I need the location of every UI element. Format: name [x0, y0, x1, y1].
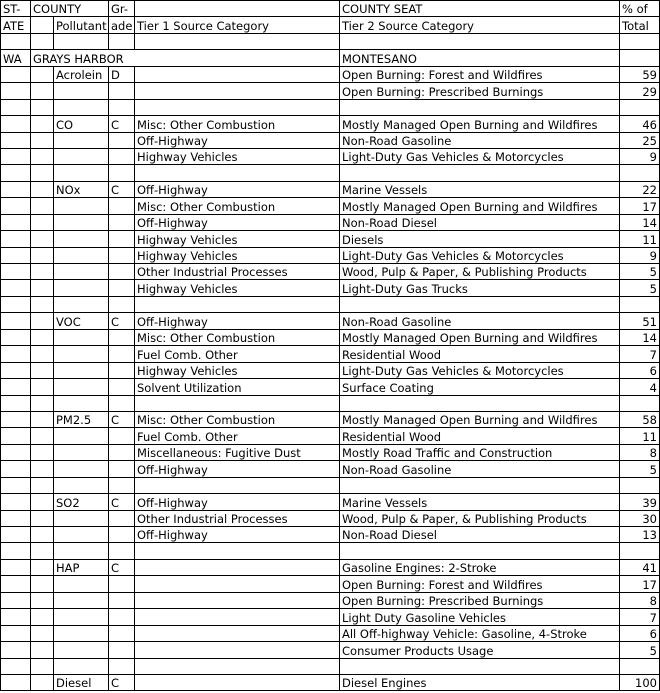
table-row — [1, 346, 660, 362]
table-row — [1, 116, 660, 132]
table-row — [1, 625, 660, 641]
table-row — [1, 510, 660, 526]
tier1-cell — [135, 592, 340, 608]
header-tier1: Tier 1 Source Category — [135, 17, 340, 33]
spacer-row — [1, 33, 660, 49]
pollutant-cell: NOx — [54, 181, 109, 197]
tier1-cell: Off-Highway — [135, 181, 340, 197]
grade-cell: C — [109, 559, 135, 575]
tier2-cell: Non-Road Gasoline — [340, 132, 620, 148]
pollutant-cell: CO — [54, 116, 109, 132]
pct-cell: 58 — [620, 411, 660, 427]
tier2-cell: Open Burning: Forest and Wildfires — [340, 66, 620, 82]
pct-cell: 30 — [620, 510, 660, 526]
pct-cell: 41 — [620, 559, 660, 575]
pct-cell: 14 — [620, 329, 660, 345]
grade-cell: C — [109, 181, 135, 197]
header-blank-2 — [31, 17, 54, 33]
pct-cell: 5 — [620, 642, 660, 658]
tier1-cell: Off-Highway — [135, 527, 340, 543]
pct-cell: 100 — [620, 674, 660, 690]
tier2-cell: Light-Duty Gas Vehicles & Motorcycles — [340, 362, 620, 378]
tier1-cell: Misc: Other Combustion — [135, 116, 340, 132]
county-row — [1, 50, 660, 66]
pct-cell: 9 — [620, 148, 660, 164]
tier2-cell: Diesel Engines — [340, 674, 620, 690]
tier2-cell: Marine Vessels — [340, 494, 620, 510]
spacer-row — [1, 165, 660, 181]
table-row — [1, 428, 660, 444]
table-row — [1, 576, 660, 592]
tier1-cell — [135, 609, 340, 625]
pollutant-cell: VOC — [54, 313, 109, 329]
tier1-cell: Highway Vehicles — [135, 231, 340, 247]
table-row — [1, 214, 660, 230]
pct-cell: 11 — [620, 231, 660, 247]
table-row — [1, 559, 660, 575]
tier1-cell: Off-Highway — [135, 494, 340, 510]
table-row — [1, 674, 660, 690]
pollutant-cell: HAP — [54, 559, 109, 575]
table-row — [1, 280, 660, 296]
header-state-bottom: ATE — [1, 17, 31, 33]
county-name: GRAYS HARBOR — [31, 50, 340, 66]
tier2-cell: Wood, Pulp & Paper, & Publishing Products — [340, 264, 620, 280]
tier2-cell: Light Duty Gasoline Vehicles — [340, 609, 620, 625]
pct-cell: 6 — [620, 362, 660, 378]
tier1-cell: Misc: Other Combustion — [135, 411, 340, 427]
header-tier2: Tier 2 Source Category — [340, 17, 620, 33]
table-row — [1, 198, 660, 214]
spacer-row — [1, 477, 660, 493]
table-row — [1, 461, 660, 477]
tier2-cell: Mostly Managed Open Burning and Wildfires — [340, 411, 620, 427]
tier1-cell: Off-Highway — [135, 313, 340, 329]
table-row — [1, 494, 660, 510]
tier2-cell: Non-Road Gasoline — [340, 313, 620, 329]
table-row — [1, 181, 660, 197]
header-county-seat: COUNTY SEAT — [340, 1, 620, 17]
pct-cell: 29 — [620, 83, 660, 99]
tier1-cell — [135, 576, 340, 592]
tier2-cell: All Off-highway Vehicle: Gasoline, 4-Stroke — [340, 625, 620, 641]
table-row — [1, 444, 660, 460]
grade-cell: C — [109, 674, 135, 690]
tier2-cell: Consumer Products Usage — [340, 642, 620, 658]
pct-cell: 11 — [620, 428, 660, 444]
header-pct-top: % of — [620, 1, 660, 17]
tier2-cell: Marine Vessels — [340, 181, 620, 197]
tier1-cell — [135, 625, 340, 641]
tier2-cell: Light-Duty Gas Vehicles & Motorcycles — [340, 148, 620, 164]
pct-cell: 39 — [620, 494, 660, 510]
pct-cell: 25 — [620, 132, 660, 148]
table-row — [1, 264, 660, 280]
tier2-cell: Light-Duty Gas Trucks — [340, 280, 620, 296]
header-blank — [135, 1, 340, 17]
tier2-cell: Surface Coating — [340, 379, 620, 395]
tier1-cell: Highway Vehicles — [135, 280, 340, 296]
tier1-cell: Highway Vehicles — [135, 247, 340, 263]
header-state-top: ST- — [1, 1, 31, 17]
grade-cell: C — [109, 494, 135, 510]
pollutant-cell: SO2 — [54, 494, 109, 510]
table-row — [1, 379, 660, 395]
pct-cell: 59 — [620, 66, 660, 82]
tier1-cell: Other Industrial Processes — [135, 264, 340, 280]
tier1-cell: Other Industrial Processes — [135, 510, 340, 526]
tier1-cell: Off-Highway — [135, 214, 340, 230]
spacer-row — [1, 99, 660, 115]
pct-cell: 17 — [620, 576, 660, 592]
table-row — [1, 609, 660, 625]
tier2-cell: Wood, Pulp & Paper, & Publishing Products — [340, 510, 620, 526]
table-row — [1, 313, 660, 329]
tier2-cell: Residential Wood — [340, 346, 620, 362]
pct-cell: 17 — [620, 198, 660, 214]
tier1-cell — [135, 674, 340, 690]
tier1-cell: Solvent Utilization — [135, 379, 340, 395]
tier1-cell — [135, 559, 340, 575]
grade-cell: C — [109, 411, 135, 427]
pct-cell: 7 — [620, 609, 660, 625]
tier2-cell: Open Burning: Prescribed Burnings — [340, 83, 620, 99]
pct-cell: 7 — [620, 346, 660, 362]
tier2-cell: Non-Road Diesel — [340, 214, 620, 230]
header-grade-bottom: ade — [109, 17, 135, 33]
table-row — [1, 83, 660, 99]
pct-cell: 22 — [620, 181, 660, 197]
pct-cell: 46 — [620, 116, 660, 132]
pct-cell: 5 — [620, 280, 660, 296]
tier1-cell: Fuel Comb. Other — [135, 428, 340, 444]
tier1-cell: Highway Vehicles — [135, 148, 340, 164]
tier2-cell: Open Burning: Prescribed Burnings — [340, 592, 620, 608]
spacer-row — [1, 658, 660, 674]
header-county: COUNTY — [31, 1, 109, 17]
table-row — [1, 592, 660, 608]
grade-cell: C — [109, 116, 135, 132]
tier1-cell: Fuel Comb. Other — [135, 346, 340, 362]
pct-cell: 51 — [620, 313, 660, 329]
table-row — [1, 527, 660, 543]
pct-cell: 8 — [620, 444, 660, 460]
pct-cell: 4 — [620, 379, 660, 395]
table-row — [1, 411, 660, 427]
state-cell: WA — [1, 50, 31, 66]
tier1-cell — [135, 642, 340, 658]
tier2-cell: Mostly Managed Open Burning and Wildfires — [340, 198, 620, 214]
tier2-cell: Mostly Managed Open Burning and Wildfires — [340, 116, 620, 132]
tier2-cell: Gasoline Engines: 2-Stroke — [340, 559, 620, 575]
tier1-cell: Miscellaneous: Fugitive Dust — [135, 444, 340, 460]
tier1-cell: Misc: Other Combustion — [135, 198, 340, 214]
tier1-cell — [135, 83, 340, 99]
pct-cell: 5 — [620, 461, 660, 477]
tier2-cell: Light-Duty Gas Vehicles & Motorcycles — [340, 247, 620, 263]
tier2-cell: Mostly Road Traffic and Construction — [340, 444, 620, 460]
pct-cell: 6 — [620, 625, 660, 641]
table-row — [1, 642, 660, 658]
tier1-cell: Off-Highway — [135, 132, 340, 148]
grade-cell: D — [109, 66, 135, 82]
table-row — [1, 132, 660, 148]
pct-cell: 9 — [620, 247, 660, 263]
tier2-cell: Non-Road Diesel — [340, 527, 620, 543]
table-row — [1, 362, 660, 378]
county-seat-name: MONTESANO — [340, 50, 620, 66]
table-row — [1, 231, 660, 247]
pollutant-cell: PM2.5 — [54, 411, 109, 427]
pollutant-cell: Diesel — [54, 674, 109, 690]
pct-cell: 8 — [620, 592, 660, 608]
header-grade-top: Gr- — [109, 1, 135, 17]
spacer-row — [1, 395, 660, 411]
spacer-row — [1, 296, 660, 312]
spacer-row — [1, 543, 660, 559]
table-row — [1, 247, 660, 263]
tier2-cell: Diesels — [340, 231, 620, 247]
header-pollutant: Pollutant — [54, 17, 109, 33]
tier2-cell: Mostly Managed Open Burning and Wildfires — [340, 329, 620, 345]
pct-cell: 14 — [620, 214, 660, 230]
grade-cell: C — [109, 313, 135, 329]
tier2-cell: Non-Road Gasoline — [340, 461, 620, 477]
tier1-cell: Misc: Other Combustion — [135, 329, 340, 345]
header-pct-bottom: Total — [620, 17, 660, 33]
tier2-cell: Residential Wood — [340, 428, 620, 444]
table-row — [1, 148, 660, 164]
pollutant-cell: Acrolein — [54, 66, 109, 82]
tier1-cell: Off-Highway — [135, 461, 340, 477]
pct-cell: 13 — [620, 527, 660, 543]
header-row-1 — [1, 1, 660, 17]
tier1-cell: Highway Vehicles — [135, 362, 340, 378]
tier1-cell — [135, 66, 340, 82]
header-row-2 — [1, 17, 660, 33]
table-row — [1, 329, 660, 345]
pct-cell: 5 — [620, 264, 660, 280]
tier2-cell: Open Burning: Forest and Wildfires — [340, 576, 620, 592]
table-row — [1, 66, 660, 82]
